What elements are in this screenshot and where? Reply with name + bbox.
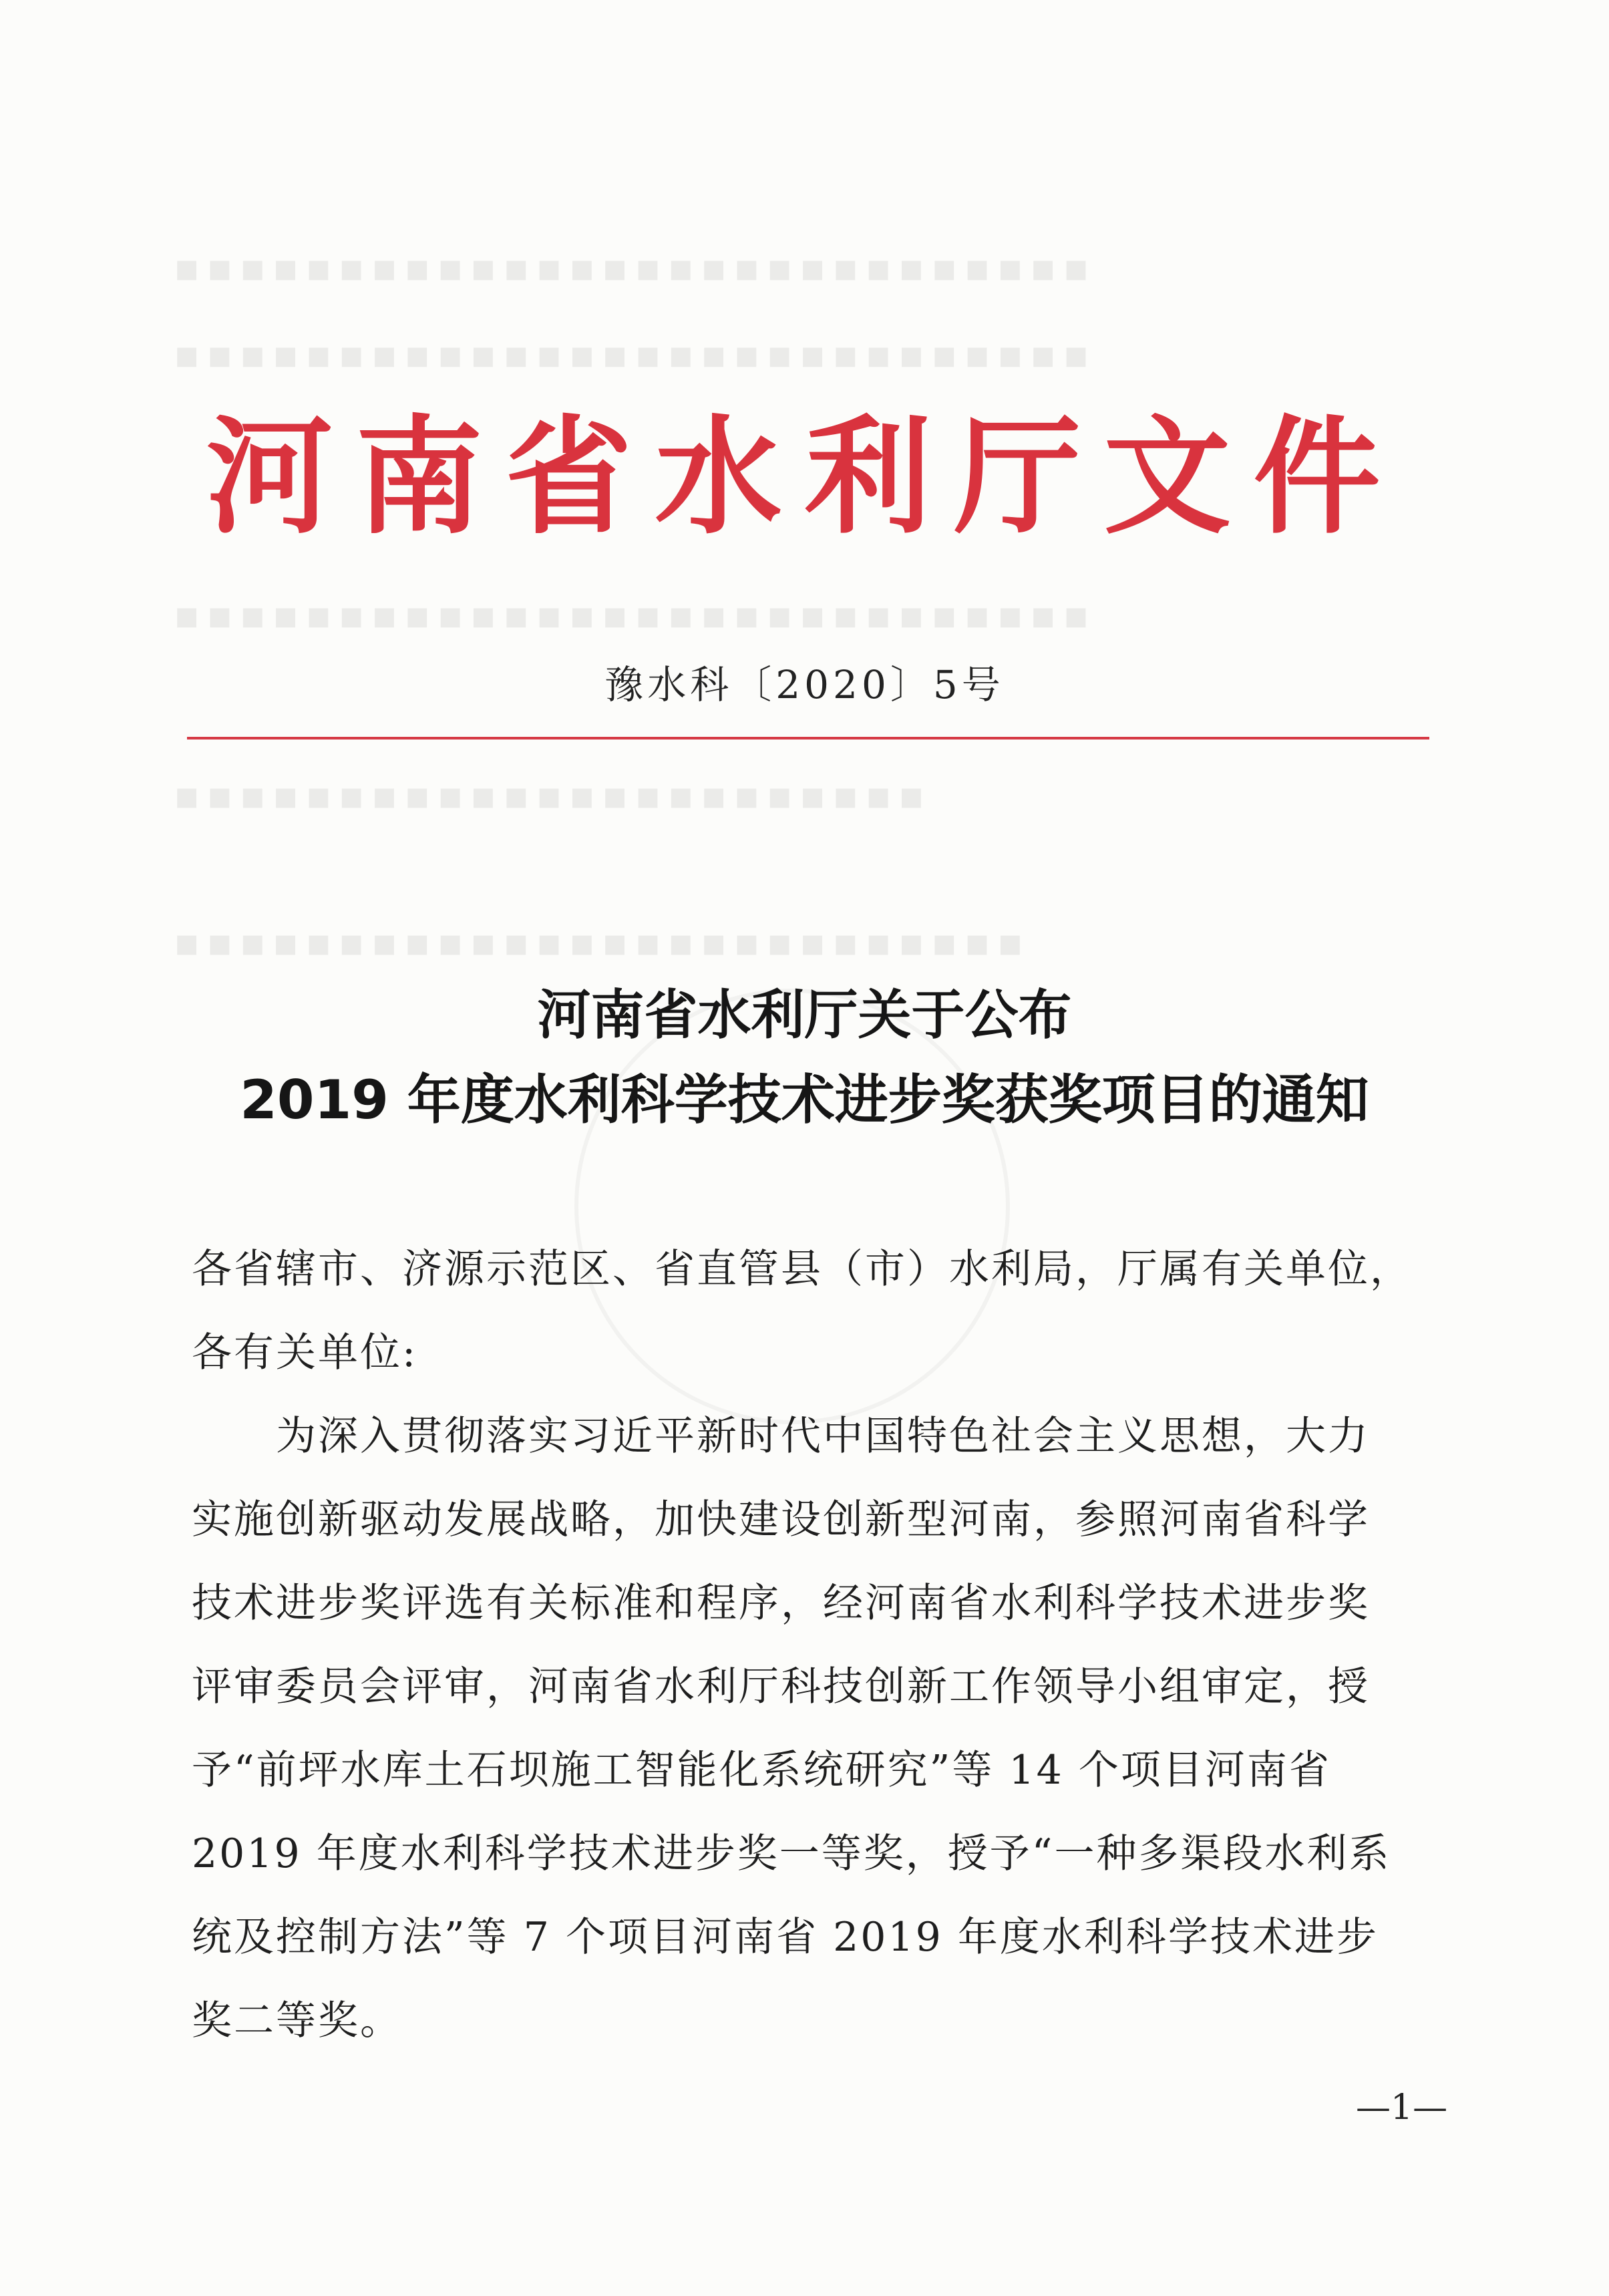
body-line: 为深入贯彻落实习近平新时代中国特色社会主义思想，大力 (192, 1413, 1370, 1460)
body-line: 2019 年度水利科学技术进步奖一等奖，授予“一种多渠段水利系 (192, 1830, 1391, 1877)
body-line: 实施创新驱动发展战略，加快建设创新型河南，参照河南省科学 (192, 1496, 1370, 1543)
agency-header-title: 河南省水利厅文件 (206, 403, 1403, 551)
bleed-through-decoration: ▪▪▪▪▪▪▪▪▪▪▪▪▪▪▪▪▪▪▪▪▪▪▪▪▪▪▪▪ (174, 331, 1096, 377)
bleed-through-decoration: ▪▪▪▪▪▪▪▪▪▪▪▪▪▪▪▪▪▪▪▪▪▪▪▪▪▪ (174, 919, 1031, 965)
bleed-through-decoration: ▪▪▪▪▪▪▪▪▪▪▪▪▪▪▪▪▪▪▪▪▪▪▪▪▪▪▪▪ (174, 244, 1096, 290)
document-number: 豫水科〔2020〕5号 (604, 662, 1005, 707)
bleed-through-decoration: ▪▪▪▪▪▪▪▪▪▪▪▪▪▪▪▪▪▪▪▪▪▪▪ (174, 772, 932, 818)
notice-title-line-2: 2019 年度水利科学技术进步奖获奖项目的通知 (240, 1069, 1369, 1131)
body-line: 各省辖市、济源示范区、省直管县（市）水利局，厅属有关单位， (192, 1246, 1412, 1293)
header-divider (187, 737, 1429, 740)
bleed-through-decoration: ▪▪▪▪▪▪▪▪▪▪▪▪▪▪▪▪▪▪▪▪▪▪▪▪▪▪▪▪ (174, 592, 1096, 637)
body-line: 技术进步奖评选有关标准和程序，经河南省水利科学技术进步奖 (192, 1580, 1370, 1627)
body-line: 评审委员会评审，河南省水利厅科技创新工作领导小组审定，授 (192, 1663, 1370, 1710)
body-line: 奖二等奖。 (192, 1997, 402, 2044)
body-line: 统及控制方法”等 7 个项目河南省 2019 年度水利科学技术进步 (192, 1914, 1379, 1961)
notice-title-line-1: 河南省水利厅关于公布 (537, 984, 1072, 1046)
body-line: 各有关单位: (192, 1329, 418, 1376)
page-number: —1— (1356, 2088, 1448, 2128)
body-line: 予“前坪水库土石坝施工智能化系统研究”等 14 个项目河南省 (192, 1747, 1331, 1794)
